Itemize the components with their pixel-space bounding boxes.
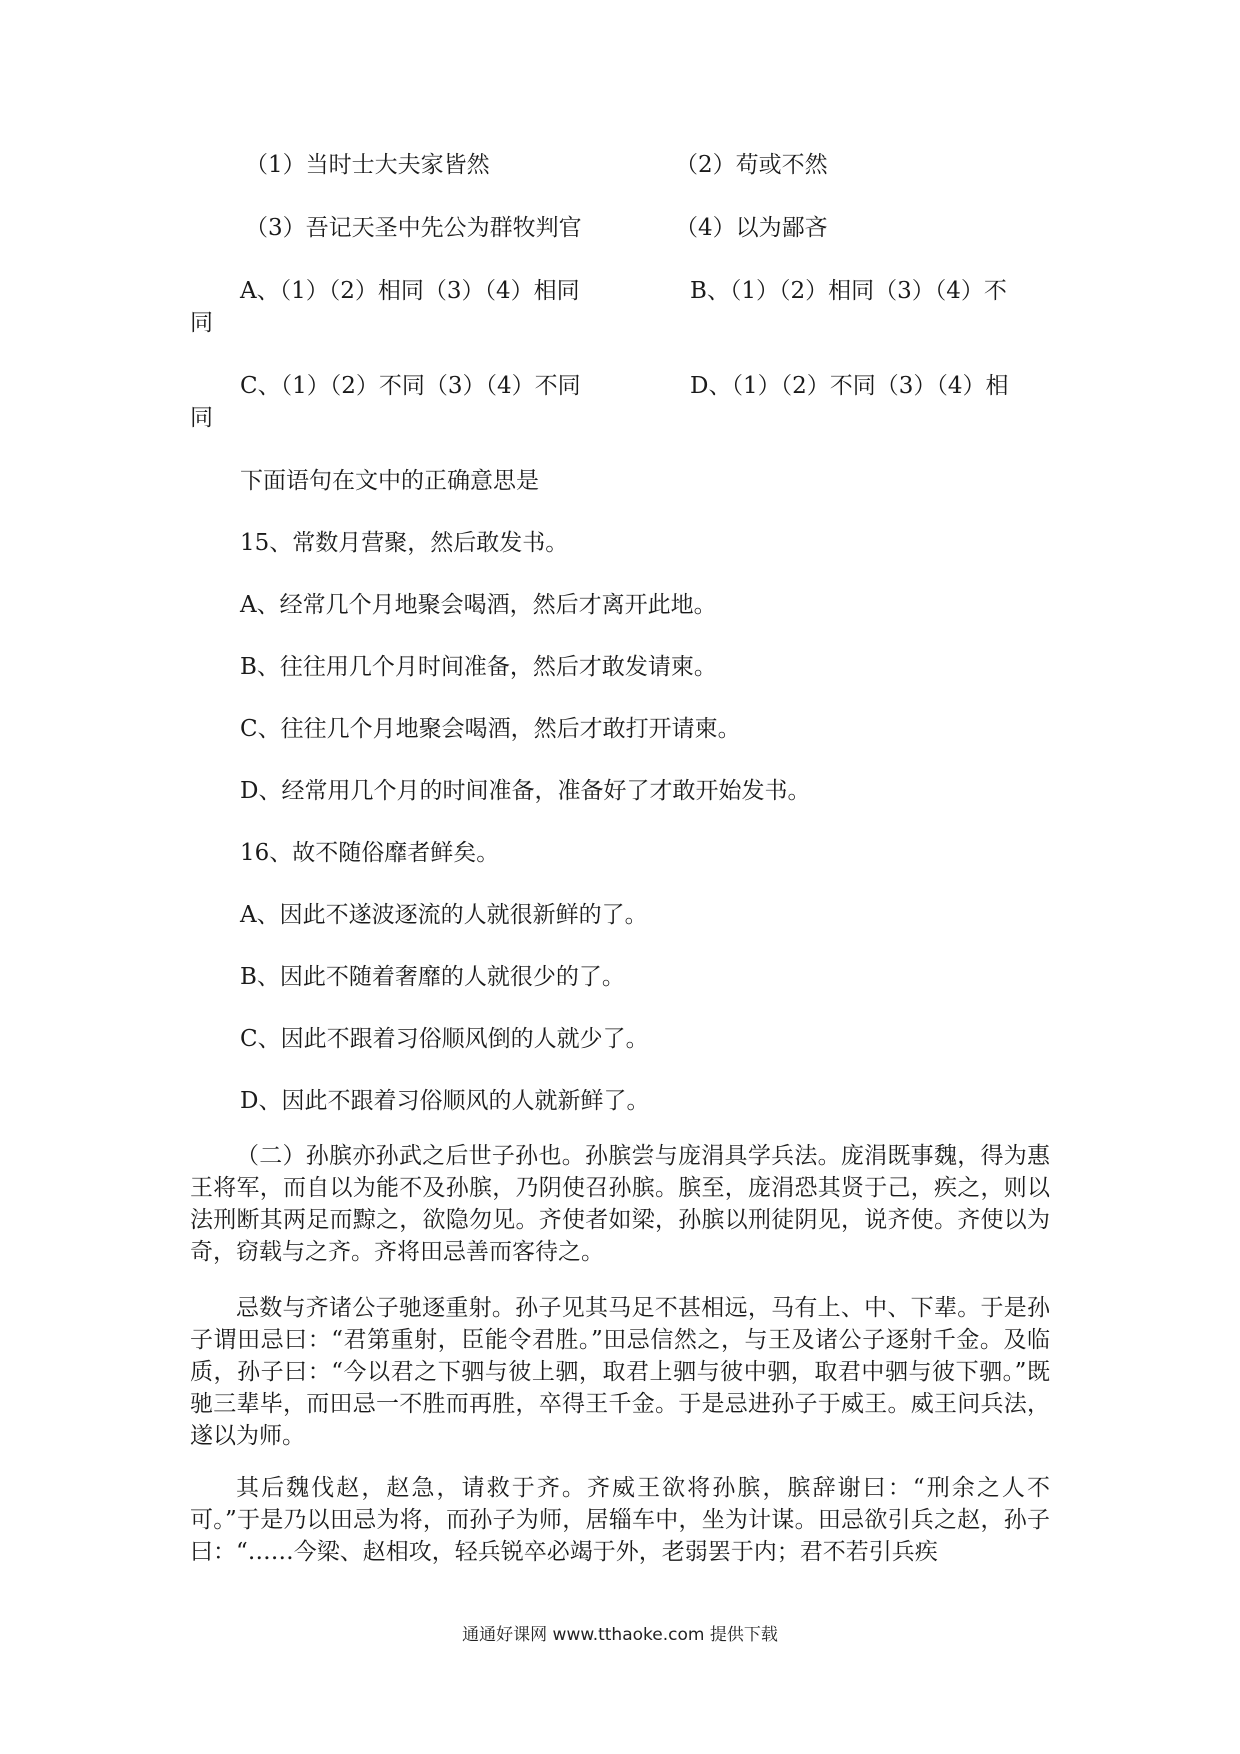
- q14-item-2: （2）苟或不然: [675, 152, 828, 178]
- q14-item-1: （1）当时士大夫家皆然: [245, 152, 490, 178]
- q14-option-c: C、（1）（2）不同（3）（4）不同: [240, 373, 581, 399]
- q14-option-d: D、（1）（2）不同（3）（4）相: [690, 373, 1009, 399]
- q15-option-b: B、往往用几个月时间准备，然后才敢发请柬。: [240, 654, 717, 680]
- page-footer: 通通好课网 www.tthaoke.com 提供下载: [462, 1625, 778, 1645]
- passage-paragraph-3: 其后魏伐赵，赵急，请救于齐。齐威王欲将孙膑，膑辞谢曰：“刑余之人不可。”于是乃以田忌为将，而孙子为师，居辎车中，坐为计谋。田忌欲引兵之赵，孙子曰：“……今梁、赵相攻，轻兵锐卒必竭于外，老弱罢于内；君不若引兵疾: [190, 1475, 1050, 1565]
- instruction: 下面语句在文中的正确意思是: [240, 468, 539, 494]
- q15-option-d: D、经常用几个月的时间准备，准备好了才敢开始发书。: [240, 778, 811, 804]
- passage-paragraph-2: 忌数与齐诸公子驰逐重射。孙子见其马足不甚相远，马有上、中、下辈。于是孙子谓田忌曰：“君第重射，臣能令君胜。”田忌信然之，与王及诸公子逐射千金。及临质，孙子曰：“今以君之下驷与彼上驷，取君上驷与彼中驷，取君中驷与彼下驷。”既驰三辈毕，而田忌一不胜而再胜，卒得王千金。于是忌进孙子于威王。威王问兵法，遂以为师。: [190, 1295, 1050, 1449]
- q14-option-b-wrap: 同: [190, 310, 213, 336]
- q16-option-b: B、因此不随着奢靡的人就很少的了。: [240, 964, 625, 990]
- q14-item-3: （3）吾记天圣中先公为群牧判官: [245, 215, 582, 241]
- q16-stem: 16、故不随俗靡者鲜矣。: [240, 840, 500, 866]
- q16-option-a: A、因此不遂波逐流的人就很新鲜的了。: [240, 902, 648, 928]
- q14-item-4: （4）以为鄙吝: [675, 215, 828, 241]
- q15-option-a: A、经常几个月地聚会喝酒，然后才离开此地。: [240, 592, 717, 618]
- q15-option-c: C、往往几个月地聚会喝酒，然后才敢打开请柬。: [240, 716, 741, 742]
- q15-stem: 15、常数月营聚，然后敢发书。: [240, 530, 569, 556]
- q16-option-c: C、因此不跟着习俗顺风倒的人就少了。: [240, 1026, 649, 1052]
- q14-option-d-wrap: 同: [190, 405, 213, 431]
- q14-option-b: B、（1）（2）相同（3）（4）不: [690, 278, 1007, 304]
- q16-option-d: D、因此不跟着习俗顺风的人就新鲜了。: [240, 1088, 650, 1114]
- passage-paragraph-1: （二）孙膑亦孙武之后世子孙也。孙膑尝与庞涓具学兵法。庞涓既事魏，得为惠王将军，而自以为能不及孙膑，乃阴使召孙膑。膑至，庞涓恐其贤于己，疾之，则以法刑断其两足而黥之，欲隐勿见。齐使者如梁，孙膑以刑徒阴见，说齐使。齐使以为奇，窃载与之齐。齐将田忌善而客待之。: [190, 1143, 1050, 1265]
- q14-option-a: A、（1）（2）相同（3）（4）相同: [240, 278, 580, 304]
